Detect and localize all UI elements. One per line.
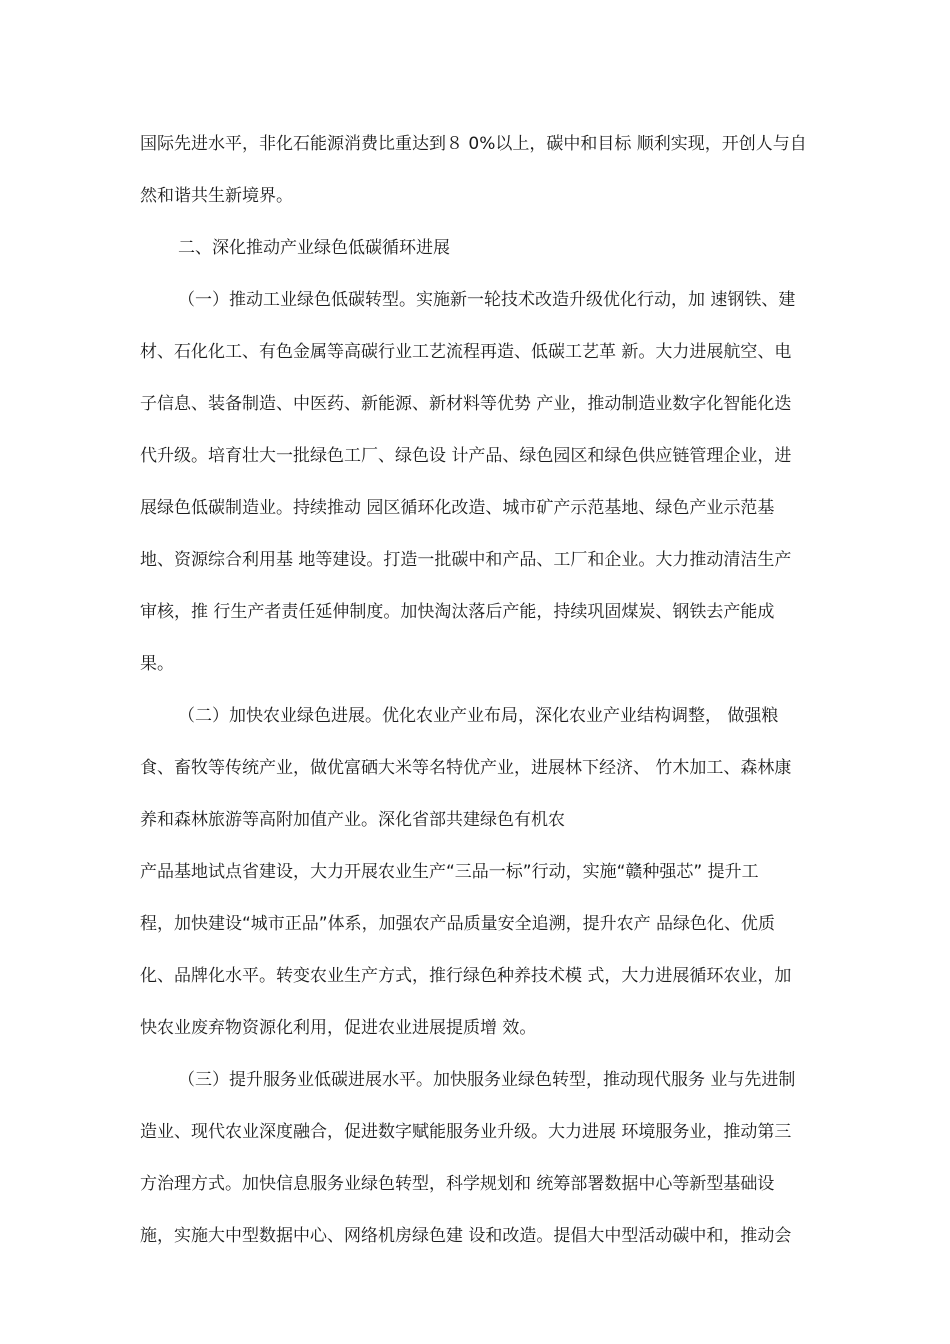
text-line: 造业、现代农业深度融合，促进数字赋能服务业升级。大力进展 环境服务业，推动第三 [140,1122,792,1142]
text-line: 果。 [140,654,174,674]
text-line: 化、品牌化水平。转变农业生产方式，推行绿色种养技术模 式，大力进展循环农业，加 [140,966,792,986]
text-line: 子信息、装备制造、中医药、新能源、新材料等优势 产业，推动制造业数字化智能化迭 [140,394,792,414]
section-heading: 二、深化推动产业绿色低碳循环进展 [178,238,450,258]
text-line: 产品基地试点省建设，大力开展农业生产“三品一标”行动，实施“赣种强芯” 提升工 [140,862,759,882]
text-line: 材、石化化工、有色金属等高碳行业工艺流程再造、低碳工艺革 新。大力进展航空、电 [140,342,792,362]
text-line: 代升级。培育壮大一批绿色工厂、绿色设 计产品、绿色园区和绿色供应链管理企业，进 [140,446,792,466]
text-line: 程，加快建设“城市正品”体系，加强农产品质量安全追溯，提升农产 品绿色化、优质 [140,914,776,934]
text-line: 国际先进水平，非化石能源消费比重达到８ 0%以上，碳中和目标 顺利实现，开创人与自 [140,134,807,154]
text-line: 审核，推 行生产者责任延伸制度。加快淘汰落后产能，持续巩固煤炭、钢铁去产能成 [140,602,775,622]
text-line: 食、畜牧等传统产业，做优富硒大米等名特优产业，进展林下经济、 竹木加工、森林康 [140,758,792,778]
text-line: （二）加快农业绿色进展。优化农业产业布局，深化农业产业结构调整， 做强粮 [178,706,779,726]
text-line: 方治理方式。加快信息服务业绿色转型，科学规划和 统筹部署数据中心等新型基础设 [140,1174,775,1194]
text-line: （一）推动工业绿色低碳转型。实施新一轮技术改造升级优化行动，加 速钢铁、建 [178,290,796,310]
text-line: 地、资源综合利用基 地等建设。打造一批碳中和产品、工厂和企业。大力推动清洁生产 [140,550,792,570]
text-line: 养和森林旅游等高附加值产业。深化省部共建绿色有机农 [140,810,565,830]
text-line: （三）提升服务业低碳进展水平。加快服务业绿色转型，推动现代服务 业与先进制 [178,1070,796,1090]
text-line: 展绿色低碳制造业。持续推动 园区循环化改造、城市矿产示范基地、绿色产业示范基 [140,498,775,518]
text-line: 快农业废弃物资源化利用，促进农业进展提质增 效。 [140,1018,537,1038]
text-line: 施，实施大中型数据中心、网络机房绿色建 设和改造。提倡大中型活动碳中和，推动会 [140,1226,792,1246]
text-line: 然和谐共生新境界。 [140,186,293,206]
